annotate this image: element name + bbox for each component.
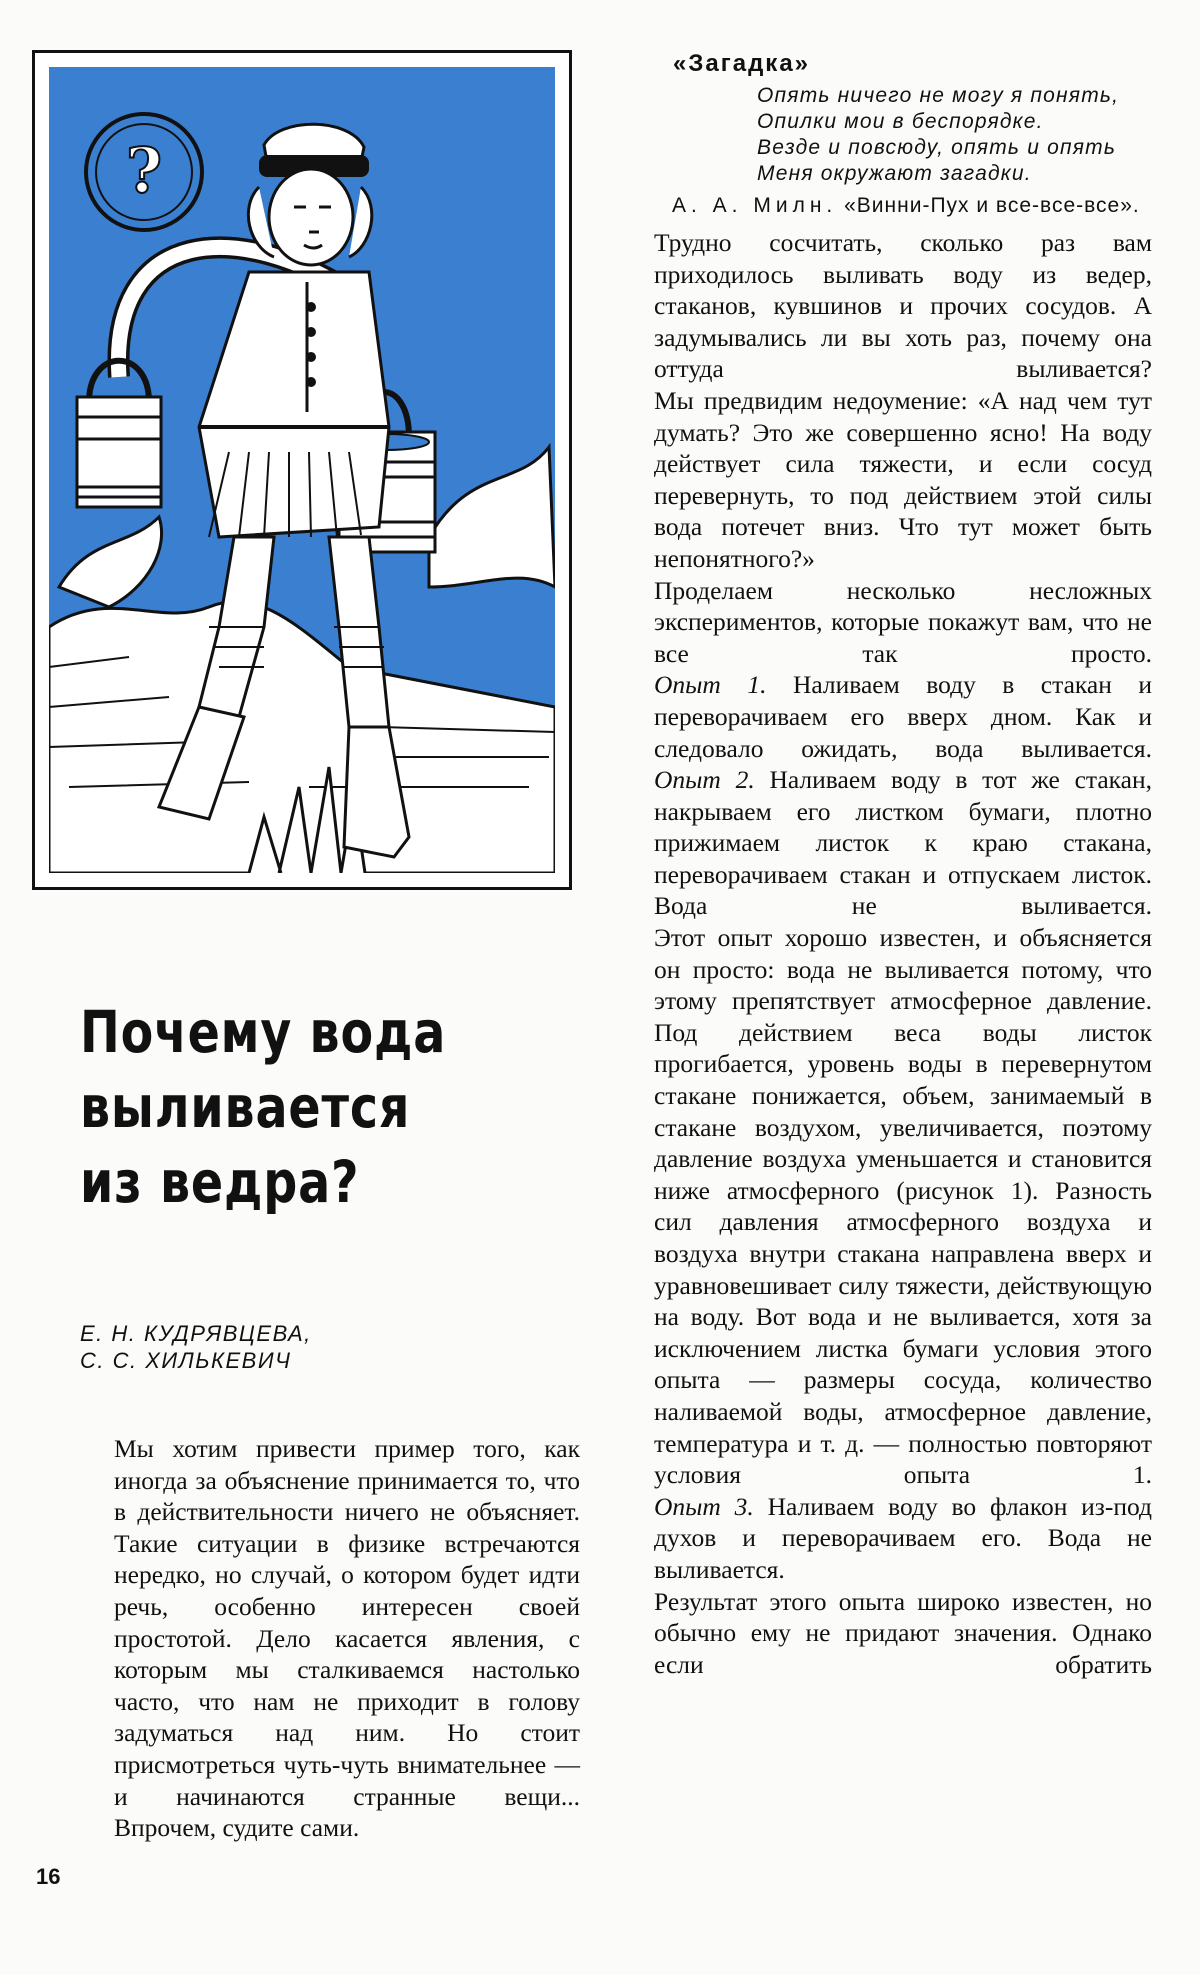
epigraph-work: «Винни-Пух и все-все-все». [844,194,1140,217]
experiment-1 [620,669,1152,764]
epigraph-source [672,194,1140,218]
experiment-label: Опыт 2. [654,765,755,795]
face [269,169,353,265]
title-line: из ведра? [80,1148,360,1216]
experiment-3 [620,1491,1152,1586]
epigraph-line: Опилки мои в беспорядке. [757,110,1044,133]
left-column [80,1433,580,1844]
paragraph: Мы предвидим недоумение: «А над чем тут думать? Это же совершенно ясно! На воду действует сила тяжести, и если сосуд перевернуть, то под действием этой силы вода потечет вниз. Что тут может быть непонятного?» [654,385,1152,573]
left-bucket [77,397,161,507]
epigraph-author: А. А. Милн. [672,194,838,217]
illustration-frame [32,50,572,890]
experiment-2 [620,764,1152,922]
experiment-label: Опыт 3. [654,1491,754,1521]
right-column [620,227,1152,1680]
authors [80,1320,312,1374]
title-line: Почему вода [80,998,447,1066]
experiment-label: Опыт 1. [654,670,767,700]
experiment-text: Наливаем воду во флакон из-под духов и переворачиваем его. Вода не выливается. [654,1491,1153,1584]
paragraph: Проделаем несколько несложных экспериментов, которые покажут вам, что не все так просто. [654,575,1152,668]
experiment-text: Наливаем воду в стакан и переворачиваем его вверх дном. Как и следовало ожидать, вода выливается. [654,670,1152,763]
author-line: С. С. ХИЛЬКЕВИЧ [80,1348,292,1373]
epigraph-heading: «Загадка» [673,50,811,77]
epigraph-line: Меня окружают загадки. [757,162,1032,185]
paragraph: Трудно сосчитать, сколько раз вам приходилось выливать воду из ведер, стаканов, кувшинов и прочих сосудов. А задумывались ли вы хоть раз, почему она оттуда выливается? [654,228,1152,384]
page-number: 16 [36,1864,61,1889]
experiment-text: Наливаем воду в тот же стакан, накрываем его листком бумаги, плотно прижимаем листок к краю стакана, переворачиваем стакан и отпускаем листок. Вода не выливается. [654,765,1153,921]
title-line: выливается [80,1073,411,1141]
author-line: Е. Н. КУДРЯВЦЕВА, [80,1321,312,1346]
closing-paragraph: Впрочем, судите сами. [114,1813,360,1843]
epigraph-verse [757,83,1119,187]
epigraph-line: Опять ничего не могу я понять, [757,84,1120,107]
paragraph: Результат этого опыта широко известен, но обычно ему не придают значения. Однако если обратить [654,1586,1152,1679]
water-carrier-illustration [49,67,555,873]
article-title [80,995,447,1220]
intro-paragraph: Мы хотим привести пример того, как иногда за объяснение принимается то, что в действительности ничего не объясняет. Такие ситуации в физике встречаются нередко, но случай, о котором будет идти речь, особенно интересен своей простотой. Дело касается явления, с которым мы сталкиваемся настолько часто, что нам не приходит в голову задуматься над ним. Но стоит присмотреться чуть-чуть внимательнее — и начинаются странные вещи... [114,1434,580,1811]
paragraph: Этот опыт хорошо известен, и объясняется он просто: вода не выливается потому, что этому препятствует атмосферное давление. Под действием веса воды листок прогибается, уровень воды в перевернутом стакане понижается, объем, занимаемый в стакане воздухом, увеличивается, поэтому давление воздуха уменьшается и становится ниже атмосферного (рисунок 1). Разность сил давления атмосферного воздуха и воздуха внутри стакана направлена вверх и уравновешивает силу тяжести, действующую на воду. Вот вода и не выливается, хотя за исключением листка бумаги условия этого опыта — размеры сосуда, количество наливаемой воды, атмосферное давление, температура и т. д. — полностью повторяют условия опыта 1. [654,923,1152,1490]
epigraph-line: Везде и повсюду, опять и опять [757,136,1117,159]
question-mark-icon: ? [125,134,163,207]
